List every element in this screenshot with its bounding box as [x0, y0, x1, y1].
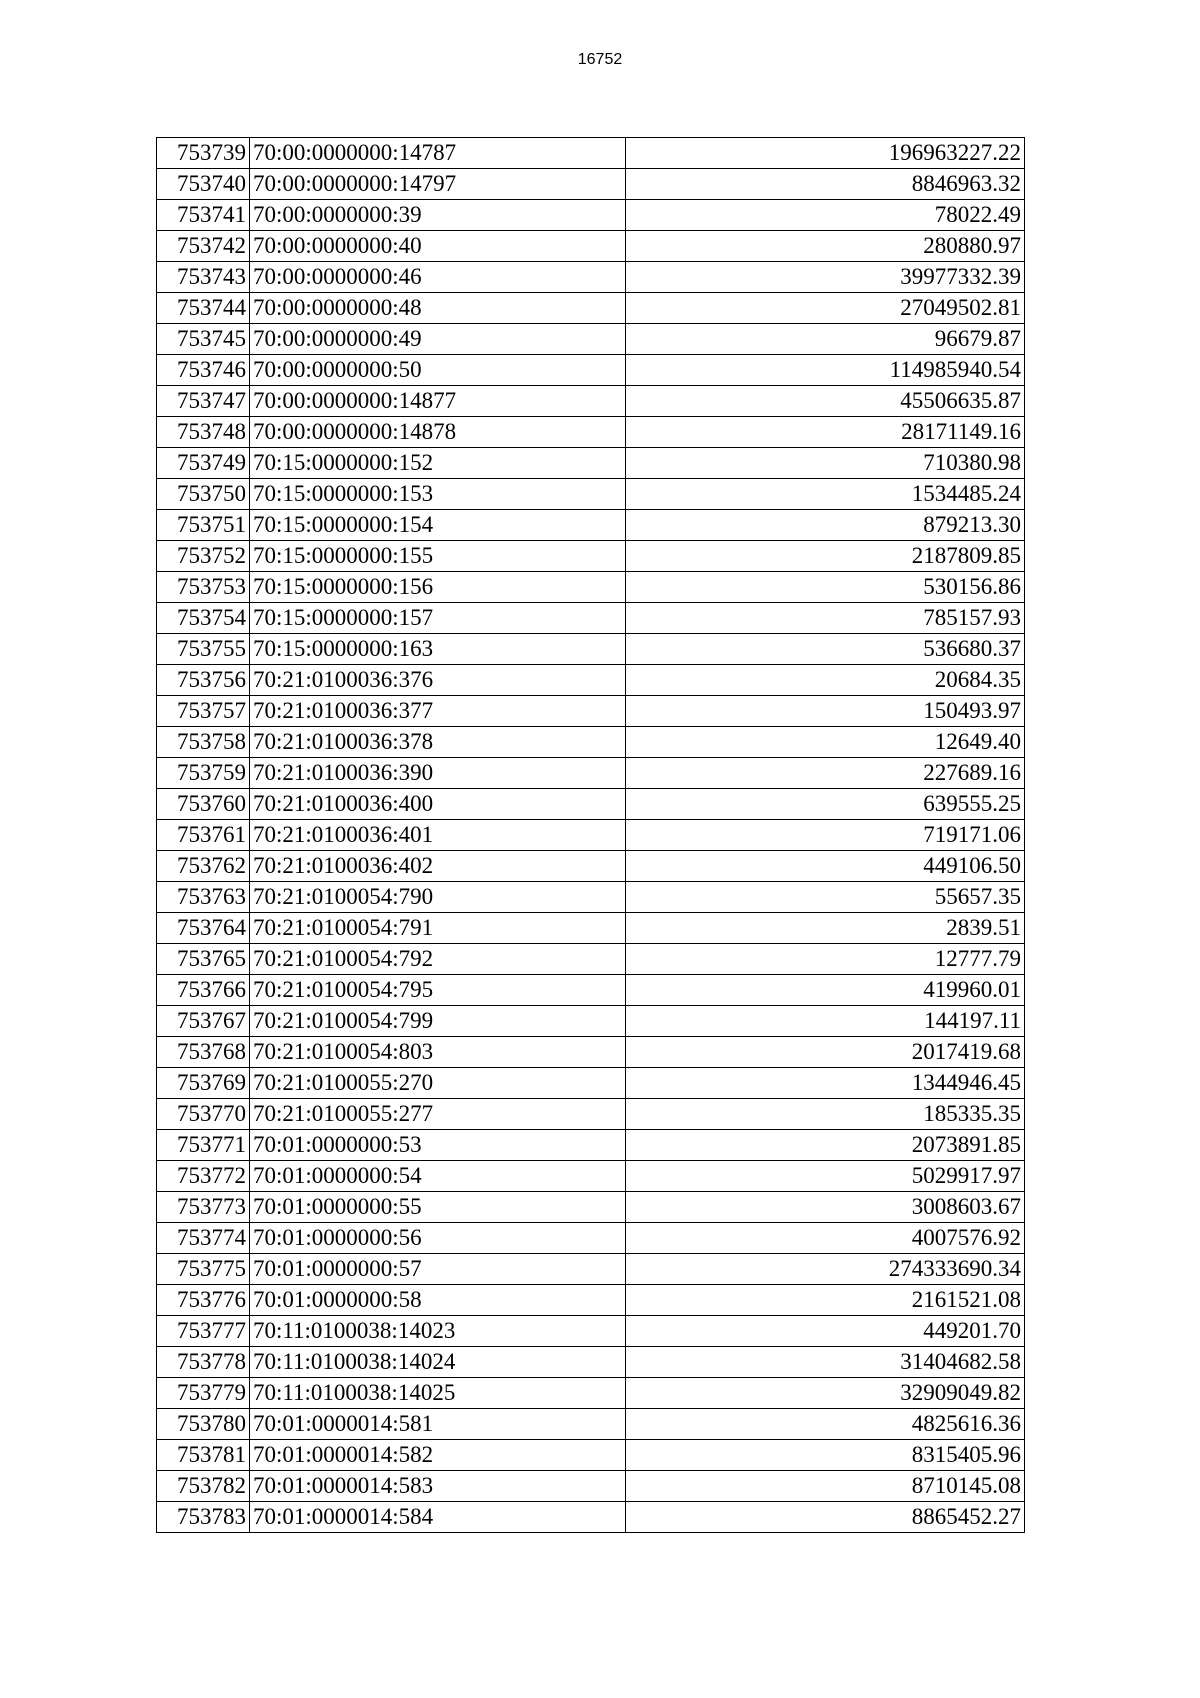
value-cell: 2073891.85 [626, 1130, 1025, 1161]
value-cell: 2839.51 [626, 913, 1025, 944]
table-row [157, 944, 1025, 975]
cadastral-number-cell: 70:21:0100054:792 [250, 944, 626, 975]
table-row [157, 727, 1025, 758]
table-row [157, 1316, 1025, 1347]
row-number-cell: 753781 [157, 1440, 250, 1471]
row-number-cell: 753740 [157, 169, 250, 200]
value-cell: 55657.35 [626, 882, 1025, 913]
value-cell: 449106.50 [626, 851, 1025, 882]
value-cell: 4007576.92 [626, 1223, 1025, 1254]
cadastral-number-cell: 70:21:0100054:790 [250, 882, 626, 913]
value-cell: 45506635.87 [626, 386, 1025, 417]
row-number-cell: 753779 [157, 1378, 250, 1409]
row-number-cell: 753743 [157, 262, 250, 293]
value-cell: 5029917.97 [626, 1161, 1025, 1192]
table-row [157, 1502, 1025, 1533]
table-row [157, 1409, 1025, 1440]
value-cell: 28171149.16 [626, 417, 1025, 448]
value-cell: 185335.35 [626, 1099, 1025, 1130]
row-number-cell: 753750 [157, 479, 250, 510]
table-row [157, 789, 1025, 820]
table-row [157, 1347, 1025, 1378]
row-number-cell: 753771 [157, 1130, 250, 1161]
row-number-cell: 753780 [157, 1409, 250, 1440]
value-cell: 8865452.27 [626, 1502, 1025, 1533]
value-cell: 3008603.67 [626, 1192, 1025, 1223]
value-cell: 32909049.82 [626, 1378, 1025, 1409]
row-number-cell: 753756 [157, 665, 250, 696]
value-cell: 12777.79 [626, 944, 1025, 975]
row-number-cell: 753752 [157, 541, 250, 572]
cadastral-number-cell: 70:21:0100055:270 [250, 1068, 626, 1099]
value-cell: 150493.97 [626, 696, 1025, 727]
value-cell: 12649.40 [626, 727, 1025, 758]
value-cell: 96679.87 [626, 324, 1025, 355]
cadastral-number-cell: 70:01:0000014:581 [250, 1409, 626, 1440]
table-row [157, 1192, 1025, 1223]
row-number-cell: 753741 [157, 200, 250, 231]
row-number-cell: 753757 [157, 696, 250, 727]
table-row [157, 1006, 1025, 1037]
table-row [157, 975, 1025, 1006]
table-row [157, 355, 1025, 386]
table-row [157, 541, 1025, 572]
value-cell: 536680.37 [626, 634, 1025, 665]
cadastral-number-cell: 70:00:0000000:14797 [250, 169, 626, 200]
table-row [157, 758, 1025, 789]
row-number-cell: 753746 [157, 355, 250, 386]
table-row [157, 200, 1025, 231]
cadastral-number-cell: 70:21:0100036:400 [250, 789, 626, 820]
table-row [157, 262, 1025, 293]
table-row [157, 603, 1025, 634]
table-row [157, 634, 1025, 665]
table-row [157, 169, 1025, 200]
cadastral-number-cell: 70:01:0000014:584 [250, 1502, 626, 1533]
table-row [157, 1161, 1025, 1192]
cadastral-number-cell: 70:21:0100054:791 [250, 913, 626, 944]
table-row [157, 1254, 1025, 1285]
table-row [157, 820, 1025, 851]
cadastral-number-cell: 70:21:0100036:376 [250, 665, 626, 696]
value-cell: 20684.35 [626, 665, 1025, 696]
value-cell: 8710145.08 [626, 1471, 1025, 1502]
cadastral-number-cell: 70:01:0000014:582 [250, 1440, 626, 1471]
cadastral-number-cell: 70:00:0000000:50 [250, 355, 626, 386]
row-number-cell: 753739 [157, 138, 250, 169]
row-number-cell: 753747 [157, 386, 250, 417]
row-number-cell: 753759 [157, 758, 250, 789]
table-row [157, 696, 1025, 727]
cadastral-number-cell: 70:21:0100055:277 [250, 1099, 626, 1130]
cadastral-number-cell: 70:21:0100036:401 [250, 820, 626, 851]
row-number-cell: 753783 [157, 1502, 250, 1533]
value-cell: 114985940.54 [626, 355, 1025, 386]
cadastral-number-cell: 70:00:0000000:14877 [250, 386, 626, 417]
table-row [157, 1471, 1025, 1502]
cadastral-number-cell: 70:00:0000000:49 [250, 324, 626, 355]
value-cell: 78022.49 [626, 200, 1025, 231]
table-row [157, 1285, 1025, 1316]
value-cell: 639555.25 [626, 789, 1025, 820]
value-cell: 449201.70 [626, 1316, 1025, 1347]
row-number-cell: 753744 [157, 293, 250, 324]
value-cell: 227689.16 [626, 758, 1025, 789]
table-row [157, 1440, 1025, 1471]
value-cell: 31404682.58 [626, 1347, 1025, 1378]
row-number-cell: 753762 [157, 851, 250, 882]
cadastral-number-cell: 70:11:0100038:14023 [250, 1316, 626, 1347]
table-row [157, 665, 1025, 696]
row-number-cell: 753748 [157, 417, 250, 448]
row-number-cell: 753754 [157, 603, 250, 634]
row-number-cell: 753755 [157, 634, 250, 665]
row-number-cell: 753774 [157, 1223, 250, 1254]
row-number-cell: 753770 [157, 1099, 250, 1130]
cadastral-number-cell: 70:15:0000000:154 [250, 510, 626, 541]
row-number-cell: 753761 [157, 820, 250, 851]
table-row [157, 479, 1025, 510]
cadastral-number-cell: 70:01:0000000:54 [250, 1161, 626, 1192]
row-number-cell: 753777 [157, 1316, 250, 1347]
row-number-cell: 753765 [157, 944, 250, 975]
cadastral-number-cell: 70:00:0000000:48 [250, 293, 626, 324]
cadastral-number-cell: 70:11:0100038:14025 [250, 1378, 626, 1409]
row-number-cell: 753773 [157, 1192, 250, 1223]
cadastral-number-cell: 70:15:0000000:157 [250, 603, 626, 634]
cadastral-number-cell: 70:21:0100054:799 [250, 1006, 626, 1037]
row-number-cell: 753775 [157, 1254, 250, 1285]
value-cell: 280880.97 [626, 231, 1025, 262]
row-number-cell: 753760 [157, 789, 250, 820]
cadastral-number-cell: 70:21:0100054:795 [250, 975, 626, 1006]
row-number-cell: 753749 [157, 448, 250, 479]
value-cell: 8846963.32 [626, 169, 1025, 200]
page-number: 16752 [577, 51, 623, 68]
row-number-cell: 753751 [157, 510, 250, 541]
value-cell: 710380.98 [626, 448, 1025, 479]
value-cell: 4825616.36 [626, 1409, 1025, 1440]
row-number-cell: 753782 [157, 1471, 250, 1502]
value-cell: 419960.01 [626, 975, 1025, 1006]
value-cell: 196963227.22 [626, 138, 1025, 169]
cadastral-number-cell: 70:01:0000014:583 [250, 1471, 626, 1502]
value-cell: 785157.93 [626, 603, 1025, 634]
cadastral-number-cell: 70:11:0100038:14024 [250, 1347, 626, 1378]
cadastral-number-cell: 70:01:0000000:56 [250, 1223, 626, 1254]
cadastral-number-cell: 70:15:0000000:152 [250, 448, 626, 479]
cadastral-number-cell: 70:21:0100036:402 [250, 851, 626, 882]
table-row [157, 851, 1025, 882]
cadastral-number-cell: 70:15:0000000:163 [250, 634, 626, 665]
table-row [157, 293, 1025, 324]
row-number-cell: 753778 [157, 1347, 250, 1378]
cadastral-number-cell: 70:01:0000000:58 [250, 1285, 626, 1316]
value-cell: 1534485.24 [626, 479, 1025, 510]
cadastral-number-cell: 70:21:0100036:378 [250, 727, 626, 758]
table-row [157, 1068, 1025, 1099]
value-cell: 144197.11 [626, 1006, 1025, 1037]
cadastral-number-cell: 70:01:0000000:53 [250, 1130, 626, 1161]
table-row [157, 386, 1025, 417]
row-number-cell: 753764 [157, 913, 250, 944]
row-number-cell: 753763 [157, 882, 250, 913]
value-cell: 530156.86 [626, 572, 1025, 603]
table-row [157, 1099, 1025, 1130]
cadastral-number-cell: 70:00:0000000:39 [250, 200, 626, 231]
cadastral-number-cell: 70:21:0100054:803 [250, 1037, 626, 1068]
value-cell: 27049502.81 [626, 293, 1025, 324]
row-number-cell: 753758 [157, 727, 250, 758]
value-cell: 2017419.68 [626, 1037, 1025, 1068]
table-row [157, 448, 1025, 479]
table-row [157, 1378, 1025, 1409]
table-row [157, 1130, 1025, 1161]
table-row [157, 1223, 1025, 1254]
cadastral-number-cell: 70:21:0100036:377 [250, 696, 626, 727]
row-number-cell: 753776 [157, 1285, 250, 1316]
value-cell: 1344946.45 [626, 1068, 1025, 1099]
table-row [157, 913, 1025, 944]
cadastral-value-table [156, 137, 1025, 1533]
cadastral-number-cell: 70:00:0000000:14787 [250, 138, 626, 169]
row-number-cell: 753766 [157, 975, 250, 1006]
table-row [157, 882, 1025, 913]
value-cell: 2161521.08 [626, 1285, 1025, 1316]
cadastral-number-cell: 70:00:0000000:46 [250, 262, 626, 293]
table-row [157, 138, 1025, 169]
row-number-cell: 753753 [157, 572, 250, 603]
cadastral-number-cell: 70:15:0000000:155 [250, 541, 626, 572]
cadastral-number-cell: 70:00:0000000:40 [250, 231, 626, 262]
value-cell: 274333690.34 [626, 1254, 1025, 1285]
cadastral-number-cell: 70:01:0000000:57 [250, 1254, 626, 1285]
row-number-cell: 753745 [157, 324, 250, 355]
table-row [157, 231, 1025, 262]
row-number-cell: 753769 [157, 1068, 250, 1099]
table-row [157, 417, 1025, 448]
cadastral-number-cell: 70:21:0100036:390 [250, 758, 626, 789]
row-number-cell: 753772 [157, 1161, 250, 1192]
row-number-cell: 753742 [157, 231, 250, 262]
row-number-cell: 753767 [157, 1006, 250, 1037]
value-cell: 2187809.85 [626, 541, 1025, 572]
value-cell: 39977332.39 [626, 262, 1025, 293]
cadastral-number-cell: 70:00:0000000:14878 [250, 417, 626, 448]
table-row [157, 510, 1025, 541]
table-row [157, 572, 1025, 603]
row-number-cell: 753768 [157, 1037, 250, 1068]
cadastral-number-cell: 70:15:0000000:153 [250, 479, 626, 510]
cadastral-number-cell: 70:15:0000000:156 [250, 572, 626, 603]
value-cell: 8315405.96 [626, 1440, 1025, 1471]
value-cell: 879213.30 [626, 510, 1025, 541]
table-row [157, 1037, 1025, 1068]
table-body [157, 138, 1025, 1533]
value-cell: 719171.06 [626, 820, 1025, 851]
table-row [157, 324, 1025, 355]
cadastral-number-cell: 70:01:0000000:55 [250, 1192, 626, 1223]
